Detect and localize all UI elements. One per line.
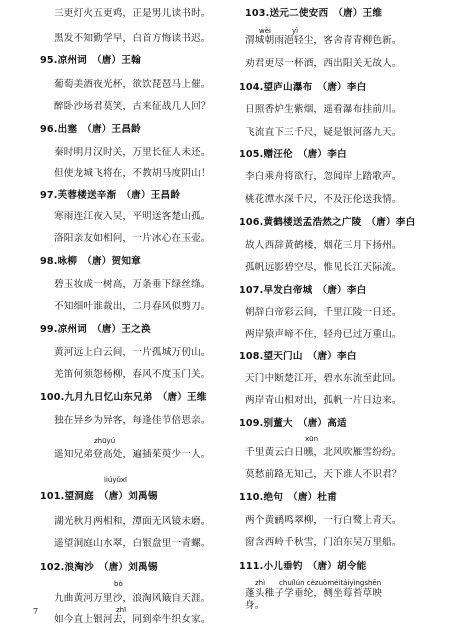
verse-line: 不知细叶谁裁出，二月春风似剪刀。 (54, 301, 211, 312)
pinyin-annotation: xūn (305, 435, 319, 443)
poem-title: 97.芙蓉楼送辛渐 （唐）王昌龄 (40, 190, 181, 201)
verse-line: 飞流直下三千尺，疑是银河落九天。 (245, 127, 402, 138)
poem-title: 109.别董大 （唐）高适 (239, 418, 347, 429)
pinyin-annotation: bò (114, 580, 123, 588)
pinyin-annotation: zhī (116, 606, 127, 614)
verse-line: 九曲黄河万里沙，浪淘风簸自天涯。 (54, 593, 211, 604)
poem-title: 106.黄鹤楼送孟浩然之广陵 （唐）李白 (239, 217, 416, 228)
pinyin-annotation: wèi yì (259, 27, 299, 35)
poem-title: 111.小儿垂钓 （唐）胡令能 (239, 561, 367, 572)
verse-line: 天门中断楚江开，碧水东流至此回。 (245, 373, 402, 384)
verse-line: 劝君更尽一杯酒，西出阳关无故人。 (245, 58, 402, 69)
pinyin-annotation: liúyǔxī (104, 476, 127, 484)
verse-line: 葡萄美酒夜光杯，欲饮琵琶马上催。 (54, 79, 211, 90)
verse-line: 孤帆远影碧空尽，惟见长江天际流。 (245, 262, 402, 273)
poem-title: 96.出塞 （唐）王昌龄 (40, 124, 141, 135)
verse-line: 羌笛何须怨杨柳，春风不度玉门关。 (54, 369, 211, 380)
verse-line: 身。 (245, 600, 265, 611)
verse-line: 蓬头稚子学垂纶，侧坐莓苔草映 (245, 588, 383, 599)
poem-title: 99.凉州词 （唐）王之涣 (40, 324, 151, 335)
verse-line: 遥知兄弟登高处，遍插茱萸少一人。 (54, 449, 211, 460)
pinyin-annotation: zhì chuílún cèzuòméitáiyìngshēn (255, 579, 382, 587)
poem-title: 95.凉州词 （唐）王翰 (40, 55, 141, 66)
verse-line: 洛阳亲友如相问，一片冰心在玉壶。 (54, 233, 211, 244)
verse-line: 碧玉妆成一树高，万条垂下绿丝绦。 (54, 279, 211, 290)
verse-line: 独在异乡为异客，每逢佳节倍思亲。 (54, 415, 211, 426)
verse-line: 故人西辞黄鹤楼，烟花三月下扬州。 (245, 240, 402, 251)
poem-title: 108.望天门山 （唐）李白 (239, 351, 357, 362)
poem-title: 100.九月九日忆山东兄弟 （唐）王维 (40, 392, 207, 403)
verse-line: 千里黄云白日曛，北风吹雁雪纷纷。 (245, 447, 402, 458)
verse-line: 醉卧沙场君莫笑，古来征战几人回？ (54, 101, 211, 112)
pinyin-annotation: zhūyú (94, 437, 116, 445)
verse-line: 两岸猿声啼不住，轻舟已过万重山。 (245, 329, 402, 340)
verse-line: 李白乘舟将欲行，忽闻岸上踏歌声。 (245, 171, 402, 182)
poem-title: 98.咏柳 （唐）贺知章 (40, 256, 141, 267)
poem-title: 107.早发白帝城 （唐）李白 (239, 285, 367, 296)
verse-line: 寒雨连江夜入吴，平明送客楚山孤。 (54, 211, 211, 222)
page-number: 7 (33, 607, 39, 616)
verse-line: 黄河远上白云间，一片孤城万仞山。 (54, 347, 211, 358)
poem-title: 101.望洞庭 （唐）刘禹锡 (40, 491, 158, 502)
verse-line: 窗含西岭千秋雪，门泊东吴万里船。 (245, 537, 402, 548)
verse-line: 黑发不知勤学早，白首方悔读书迟。 (54, 33, 211, 44)
verse-line: 莫愁前路无知己，天下谁人不识君？ (245, 469, 402, 480)
poem-title: 110.绝句 （唐）杜甫 (239, 492, 338, 503)
verse-line: 两个黄鹂鸣翠柳，一行白鹭上青天。 (245, 515, 402, 526)
poem-title: 104.望庐山瀑布 （唐）李白 (239, 82, 367, 93)
verse-line: 但使龙城飞将在，不教胡马度阴山！ (54, 168, 211, 179)
verse-line: 三更灯火五更鸡，正是男儿读书时。 (54, 8, 211, 19)
verse-line: 如今直上银河去，同到牵牛织女家。 (54, 614, 211, 625)
verse-line: 遥望洞庭山水翠，白银盘里一青螺。 (54, 538, 211, 549)
verse-line: 两岸青山相对出，孤帆一片日边来。 (245, 395, 402, 406)
verse-line: 秦时明月汉时关，万里长征人未还。 (54, 147, 211, 158)
verse-line: 渭城朝雨浥轻尘，客舍青青柳色新。 (245, 35, 402, 46)
poem-title: 102.浪淘沙 （唐）刘禹锡 (40, 562, 158, 573)
poem-title: 103.送元二使安西 （唐）王维 (245, 8, 383, 19)
verse-line: 湖光秋月两相和，潭面无风镜未磨。 (54, 516, 211, 527)
verse-line: 桃花潭水深千尺，不及汪伦送我情。 (245, 194, 402, 205)
verse-line: 日照香炉生紫烟，遥看瀑布挂前川。 (245, 104, 402, 115)
verse-line: 朝辞白帝彩云间，千里江陵一日还。 (245, 307, 402, 318)
poem-title: 105.赠汪伦 （唐）李白 (239, 149, 347, 160)
